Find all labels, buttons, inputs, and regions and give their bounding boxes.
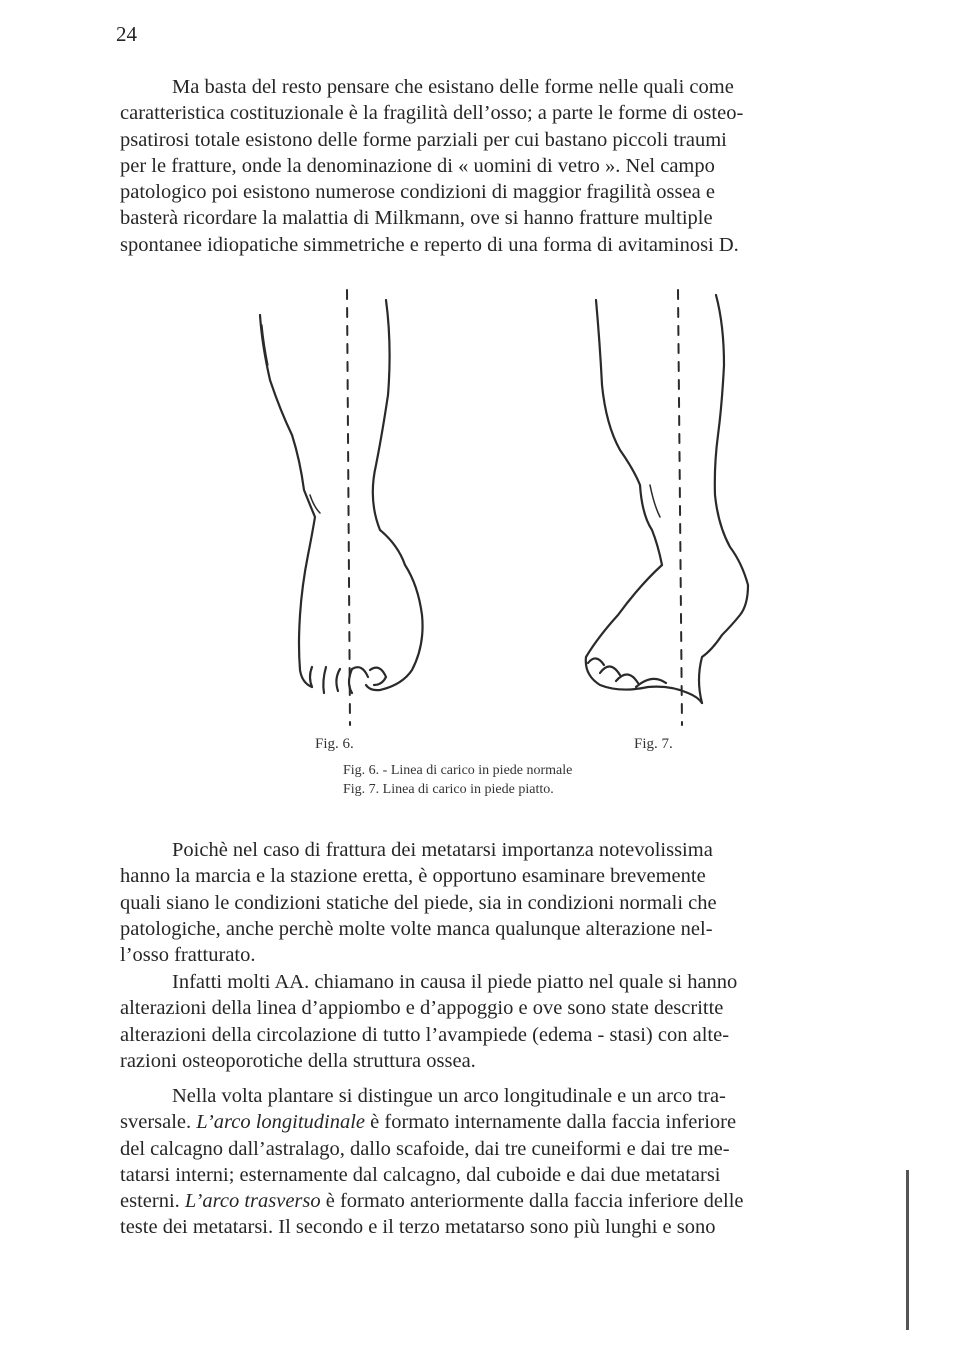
text-line: del calcagno dall’astralago, dallo scafoide, dai tre cuneiformi e dai tre me- xyxy=(120,1137,730,1160)
text-segment: è formato anteriormente dalla faccia inferiore delle xyxy=(320,1190,744,1213)
text-segment: esterni. xyxy=(120,1190,185,1213)
text-line: alterazioni della circolazione di tutto l’avampiede (edema - stasi) con alte- xyxy=(120,1023,730,1046)
text-line: Infatti molti AA. chiamano in causa il piede piatto nel quale si hanno xyxy=(172,971,738,993)
page-number: 24 xyxy=(116,22,137,46)
text-line: Ma basta del resto pensare che esistano delle forme nelle quali come xyxy=(172,76,734,98)
text-line: tatarsi interni; esternamente dal calcagno, dal cuboide e dai due metatarsi xyxy=(120,1163,721,1186)
text-line xyxy=(120,1109,888,1135)
paragraph-3 xyxy=(120,969,888,1074)
foot-figures xyxy=(240,285,760,755)
text-line: Nella volta plantare si distingue un arco longitudinale e un arco tra- xyxy=(172,1085,726,1107)
text-line: teste dei metatarsi. Il secondo e il terzo metatarso sono più lunghi e sono xyxy=(120,1216,716,1239)
text-line: quali siano le condizioni statiche del piede, sia in condizioni normali che xyxy=(120,891,717,914)
fig-7-label: Fig. 7. xyxy=(634,736,673,752)
paragraph-1 xyxy=(120,74,888,258)
flat-foot-drawing xyxy=(586,295,748,703)
text-line: psatirosi totale esistono delle forme parziali per cui bastano piccoli traumi xyxy=(120,128,727,151)
text-line: patologico poi esistono numerose condizioni di maggior fragilità ossea e xyxy=(120,181,715,204)
paragraph-2 xyxy=(120,837,888,968)
text-line: razioni osteoporotiche della struttura ossea. xyxy=(120,1049,476,1072)
figure-caption-6: Fig. 6. - Linea di carico in piede normale xyxy=(343,763,573,778)
scan-edge-mark xyxy=(906,1170,909,1330)
normal-foot-drawing xyxy=(260,300,423,693)
text-line: Poichè nel caso di frattura dei metatarsi importanza notevolissima xyxy=(172,839,713,861)
text-line xyxy=(120,1188,888,1214)
text-line: patologiche, anche perchè molte volte manca qualunque alterazione nel- xyxy=(120,917,713,940)
text-line: spontanee idiopatiche simmetriche e reperto di una forma di avitaminosi D. xyxy=(120,233,739,256)
italic-term: L’arco longitudinale xyxy=(196,1111,366,1134)
italic-term: L’arco trasverso xyxy=(184,1190,321,1213)
paragraph-4 xyxy=(120,1083,888,1241)
text-line: per le fratture, onde la denominazione di « uomini di vetro ». Nel campo xyxy=(120,154,715,177)
load-line-normal xyxy=(347,290,350,725)
text-segment: è formato internamente dalla faccia inferiore xyxy=(365,1111,737,1134)
text-line: basterà ricordare la malattia di Milkmann, ove si hanno fratture multiple xyxy=(120,207,713,230)
load-line-flat xyxy=(678,290,682,725)
text-line: alterazioni della linea d’appiombo e d’appoggio e ove sono state descritte xyxy=(120,997,724,1020)
text-line: caratteristica costituzionale è la fragilità dell’osso; a parte le forme di osteo- xyxy=(120,102,744,125)
figure-caption-7: Fig. 7. Linea di carico in piede piatto. xyxy=(343,782,554,797)
text-line: l’osso fratturato. xyxy=(120,944,256,967)
text-segment: sversale. xyxy=(120,1111,197,1134)
text-line: hanno la marcia e la stazione eretta, è opportuno esaminare brevemente xyxy=(120,865,706,888)
fig-6-label: Fig. 6. xyxy=(315,736,354,752)
